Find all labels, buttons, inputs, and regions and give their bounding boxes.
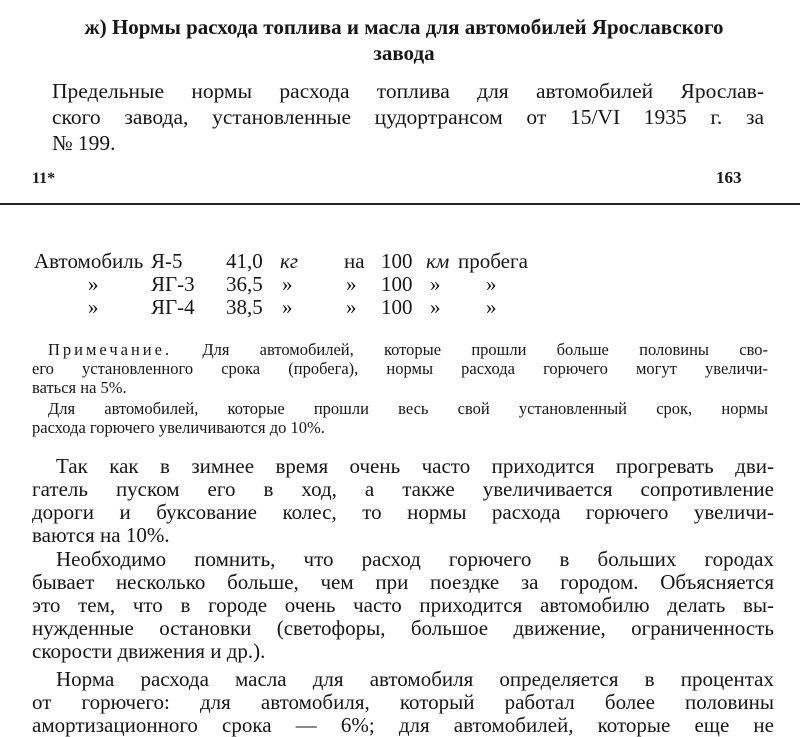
ditto-mark: »: [430, 295, 441, 319]
norms-distance-unit: км: [426, 249, 450, 273]
norms-distance: 100: [381, 249, 413, 273]
norms-run-word: пробега: [458, 249, 528, 273]
ditto-mark: »: [282, 272, 293, 296]
section-heading: [24, 14, 784, 66]
note-line: ваться на 5%.: [32, 378, 127, 397]
paragraph-line: дороги и буксование колес, то нормы расхода горючего увеличи-: [32, 500, 774, 524]
paragraph-line: нужденные остановки (светофоры, большое движение, ограниченность: [32, 616, 774, 640]
intro-paragraph: [52, 78, 764, 156]
note-line: Для автомобилей, которые прошли весь свой установленный срок, нормы: [48, 399, 768, 418]
paragraph-city: [32, 548, 774, 663]
norms-value: 41,0: [226, 249, 263, 273]
norms-unit: кг: [280, 249, 299, 273]
intro-line: № 199.: [52, 131, 116, 155]
paragraph-oil: [32, 668, 774, 737]
paragraph-line: Так как в зимнее время очень часто приходится прогревать дви-: [56, 454, 774, 478]
ditto-mark: »: [88, 272, 99, 296]
norms-distance: 100: [381, 272, 413, 296]
ditto-mark: »: [486, 295, 497, 319]
paragraph-line: скорости движения и др.).: [32, 639, 266, 663]
page-number: 163: [716, 168, 742, 187]
section-heading-line-1: ж) Нормы расхода топлива и масла для автомобилей Ярославского: [84, 15, 724, 39]
note-block: [32, 340, 768, 397]
paragraph-line: амортизационного срока — 6%; для автомобилей, которые еще не: [32, 713, 774, 737]
ditto-mark: »: [88, 295, 99, 319]
intro-line: ского завода, установленные цудортрансом от 15/VI 1935 г. за: [52, 105, 764, 129]
ditto-mark: »: [346, 272, 357, 296]
fuel-norms-table: [0, 250, 800, 319]
norms-row-ya5: [0, 250, 800, 273]
norms-row-yag4: [0, 296, 800, 319]
note-block-2: [32, 399, 768, 437]
norms-model: Я-5: [151, 249, 183, 273]
paragraph-line: Норма расхода масла для автомобиля определяется в процентах: [56, 667, 774, 691]
note-label: Примечание.: [48, 340, 173, 359]
norms-label-vehicle: Автомобиль: [34, 249, 144, 273]
note-line: расхода горючего увеличиваются до 10%.: [32, 418, 325, 437]
ditto-mark: »: [486, 272, 497, 296]
paragraph-line: бывает несколько больше, чем при поездке за городом. Объясняется: [32, 570, 774, 594]
note-line: его установленного срока (пробега), нормы расхода горючего могут увеличи-: [32, 359, 768, 378]
norms-preposition: на: [344, 249, 365, 273]
section-heading-line-2: завода: [373, 41, 435, 65]
norms-value: 36,5: [226, 272, 263, 296]
paragraph-line: гатель пуском его в ход, а также увеличивается сопротивление: [32, 477, 774, 501]
paragraph-line: Необходимо помнить, что расход горючего в больших городах: [56, 547, 774, 571]
note-line-text: Для автомобилей, которые прошли больше половины сво-: [172, 340, 768, 359]
page-divider: [0, 203, 800, 205]
intro-line: Предельные нормы расхода топлива для автомобилей Ярослав-: [52, 79, 764, 103]
ditto-mark: »: [346, 295, 357, 319]
note-line: [32, 340, 768, 359]
norms-value: 38,5: [226, 295, 263, 319]
paragraph-line: это тем, что в городе очень часто приходится автомобилю делать вы-: [32, 593, 774, 617]
norms-model: ЯГ-4: [151, 295, 195, 319]
ditto-mark: »: [282, 295, 293, 319]
paragraph-winter: [32, 455, 774, 547]
norms-model: ЯГ-3: [151, 272, 195, 296]
paragraph-line: ваются на 10%.: [32, 523, 170, 547]
signature-mark: 11*: [32, 170, 56, 187]
norms-distance: 100: [381, 295, 413, 319]
paragraph-line: от горючего: для автомобиля, который работал более половины: [32, 690, 774, 714]
ditto-mark: »: [430, 272, 441, 296]
norms-row-yag3: [0, 273, 800, 296]
